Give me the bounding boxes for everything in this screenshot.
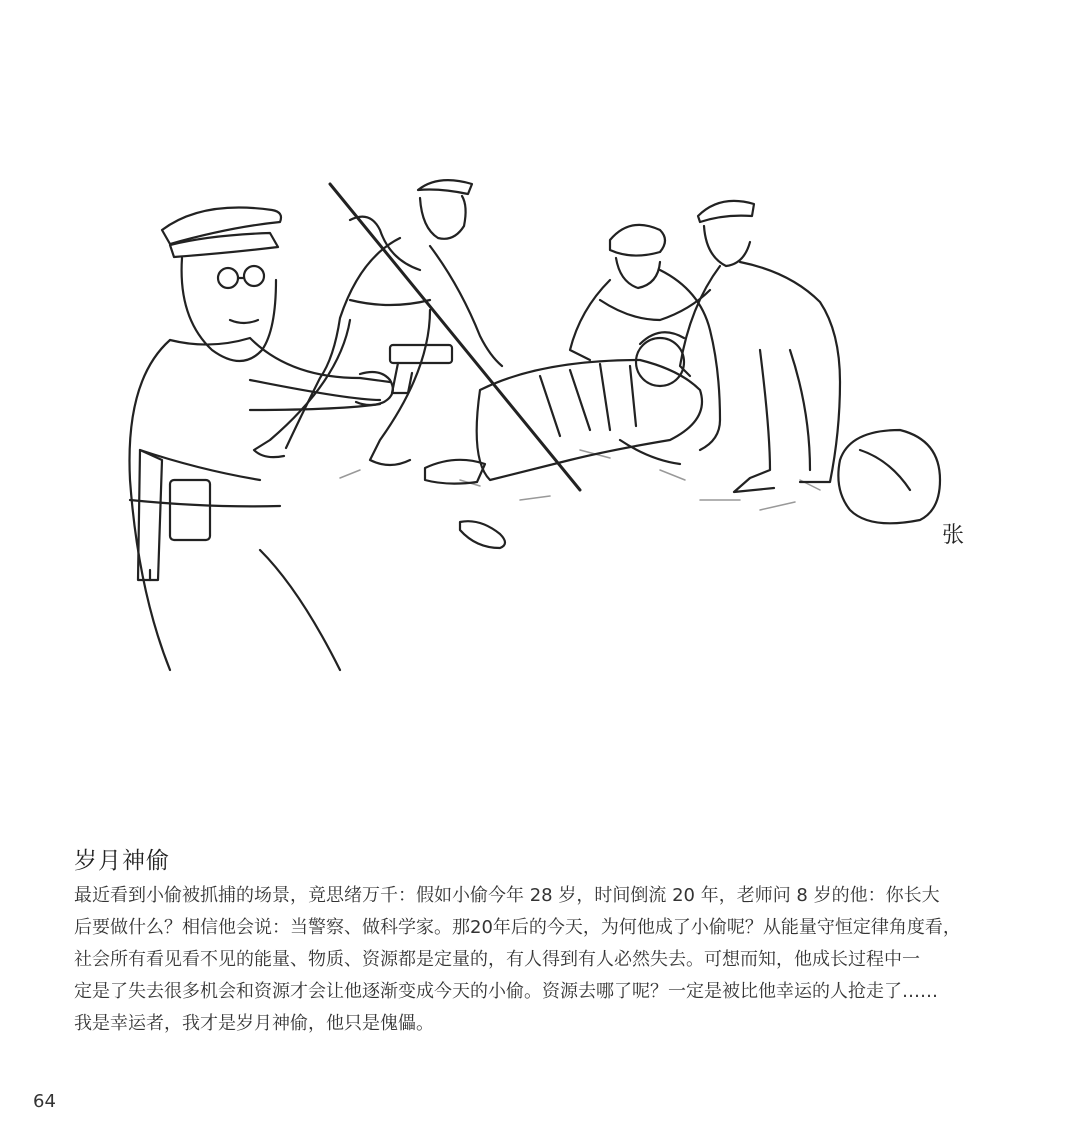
line-drawing (100, 150, 1020, 710)
body-line-1: 最近看到小偷被抓捕的场景，竟思绪万千：假如小偷今年 28 岁，时间倒流 20 年，老师问 8 岁的他：你长大 (74, 885, 940, 906)
page-number: 64 (33, 1091, 56, 1112)
article-body (74, 880, 1019, 1040)
body-line-2: 后要做什么？相信他会说：当警察、做科学家。那20年后的今天，为何他成了小偷呢？从能量守恒定律角度看， (74, 917, 961, 938)
body-line-3: 社会所有看见看不见的能量、物质、资源都是定量的，有人得到有人必然失去。可想而知，他成长过程中一 (74, 949, 920, 970)
officer-pole-figure (254, 180, 580, 490)
artist-signature: 张 (942, 523, 965, 548)
article-title: 岁月神偷 (74, 848, 170, 874)
body-line-4: 定是了失去很多机会和资源才会让他逐渐变成今天的小偷。资源去哪了呢？一定是被比他幸运的人抢走了…… (74, 981, 938, 1002)
body-line-5: 我是幸运者，我才是岁月神偷，他只是傀儡。 (74, 1013, 434, 1034)
shoe-drawing (460, 521, 505, 548)
arrest-scene-illustration (100, 150, 1020, 710)
suspect-figure (425, 332, 702, 483)
bag-drawing (838, 430, 940, 523)
